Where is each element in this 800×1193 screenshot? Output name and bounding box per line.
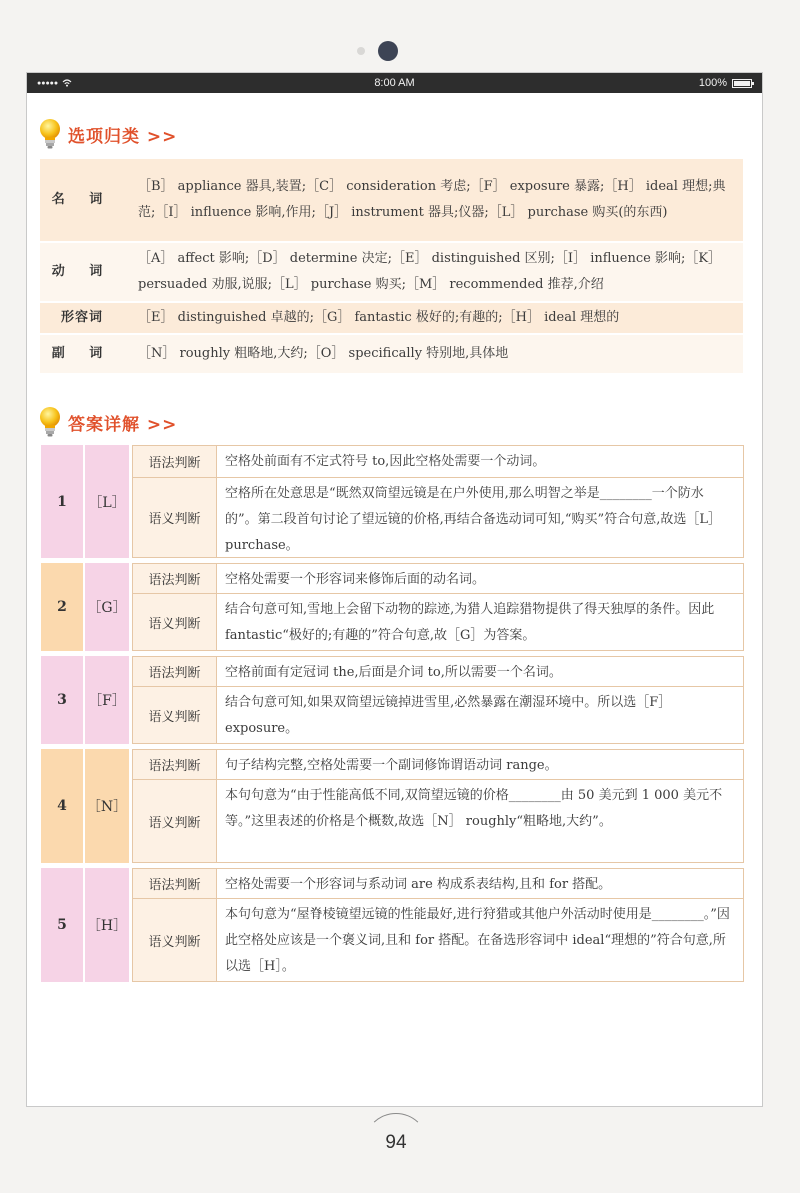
- grammar-row: [132, 445, 744, 478]
- table-row: [40, 335, 743, 375]
- row-content: ［B］ appliance 器具,装置;［C］ consideration 考虑;［F］ exposure 暴露;［H］ ideal 理想;典范;［I］ influence 影响,作用;［J］ instrument 器具;仪器;［L］ purchase 购买(的东西): [138, 179, 726, 220]
- lightbulb-icon: [37, 117, 63, 151]
- answer-item-3: [41, 656, 744, 744]
- status-bar: [27, 73, 762, 93]
- grammar-label: 语法判断: [133, 750, 217, 779]
- answer-item-4: [41, 749, 744, 863]
- answer-number: 5: [41, 868, 83, 982]
- meaning-row: [132, 478, 744, 558]
- meaning-label: 语义判断: [133, 899, 217, 981]
- meaning-row: [132, 594, 744, 651]
- grammar-label: 语法判断: [133, 564, 217, 593]
- grammar-text: 空格前面有定冠词 the,后面是介词 to,所以需要一个名词。: [225, 665, 562, 680]
- answer-item-2: [41, 563, 744, 651]
- meaning-label: 语义判断: [133, 687, 217, 743]
- grammar-row: [132, 563, 744, 594]
- meaning-text: 结合句意可知,雪地上会留下动物的踪迹,为猎人追踪猎物提供了得天独厚的条件。因此 fantastic“极好的;有趣的”符合句意,故［G］为答案。: [225, 602, 715, 643]
- meaning-text: 本句句意为“由于性能高低不同,双筒望远镜的价格________由 50 美元到 1 000 美元不等。”这里表述的价格是个概数,故选［N］ roughly“粗略地,大约”。: [225, 788, 723, 829]
- status-left: [37, 79, 72, 87]
- answer-item-1: [41, 445, 744, 558]
- meaning-row: [132, 899, 744, 982]
- camera-lens: [378, 41, 398, 61]
- row-content: ［A］ affect 影响;［D］ determine 决定;［E］ distinguished 区别;［I］ influence 影响;［K］ persuaded 劝服,说服;［L］ purchase 购买;［M］ recommended 推荐,介绍: [138, 251, 722, 292]
- answer-number: 3: [41, 656, 83, 744]
- meaning-text: 空格所在处意思是“既然双筒望远镜是在户外使用,那么明智之举是________一个防水的”。第二段首句讨论了望远镜的价格,再结合备选动词可知,“购买”符合句意,故选［L］ purchase。: [225, 486, 721, 553]
- meaning-text: 结合句意可知,如果双筒望远镜掉进雪里,必然暴露在潮湿环境中。所以选［F］ exposure。: [225, 695, 672, 736]
- answer-key: ［G］: [83, 563, 129, 651]
- grammar-text: 空格处前面有不定式符号 to,因此空格处需要一个动词。: [225, 454, 546, 469]
- status-time: 8:00 AM: [374, 77, 415, 89]
- meaning-label: 语义判断: [133, 478, 217, 557]
- row-label: 副 词: [51, 346, 113, 361]
- wifi-icon: [62, 79, 72, 87]
- answer-rows: [129, 749, 744, 863]
- battery-percent: 100%: [698, 77, 727, 89]
- row-label: 动 词: [51, 264, 113, 279]
- tablet-screen: [26, 72, 763, 1107]
- status-right: [699, 77, 752, 89]
- grammar-text: 空格处需要一个形容词来修饰后面的动名词。: [225, 572, 486, 587]
- meaning-label: 语义判断: [133, 594, 217, 650]
- row-content: ［E］ distinguished 卓越的;［G］ fantastic 极好的;有趣的;［H］ ideal 理想的: [138, 310, 620, 325]
- answer-key: ［H］: [83, 868, 129, 982]
- meaning-row: [132, 687, 744, 744]
- meaning-text: 本句句意为“屋脊棱镜望远镜的性能最好,进行狩猎或其他户外活动时使用是________。”因此空格处应该是一个褒义词,且和 for 搭配。在备选形容词中 ideal“理想的”符合句意,所以选［H］。: [225, 907, 730, 974]
- options-section-header: [37, 117, 177, 151]
- answers-section-header: [37, 405, 177, 439]
- lightbulb-icon: [37, 405, 63, 439]
- grammar-label: 语法判断: [133, 446, 217, 477]
- meaning-label: 语义判断: [133, 780, 217, 862]
- grammar-row: [132, 656, 744, 687]
- grammar-text: 空格处需要一个形容词与系动词 are 构成系表结构,且和 for 搭配。: [225, 877, 612, 892]
- answer-number: 1: [41, 445, 83, 558]
- answer-rows: [129, 445, 744, 558]
- row-content: ［N］ roughly 粗略地,大约;［O］ specifically 特别地,具体地: [138, 346, 509, 361]
- battery-icon: [732, 79, 752, 88]
- answer-rows: [129, 868, 744, 982]
- battery-fill: [734, 81, 750, 86]
- signal-icon: ●●●●●: [37, 79, 59, 87]
- answer-rows: [129, 656, 744, 744]
- row-label: 名 词: [51, 192, 113, 207]
- camera-sensor: [357, 47, 365, 55]
- answer-key: ［F］: [83, 656, 129, 744]
- options-section-title: 选项归类 >>: [68, 126, 178, 147]
- table-row: [40, 159, 743, 243]
- table-row: [40, 303, 743, 335]
- answer-rows: [129, 563, 744, 651]
- answers-list: [41, 445, 744, 987]
- grammar-text: 句子结构完整,空格处需要一个副词修饰谓语动词 range。: [225, 758, 558, 773]
- row-label: 形容词: [60, 310, 103, 325]
- options-table: [40, 159, 743, 375]
- grammar-row: [132, 868, 744, 899]
- answers-section-title: 答案详解 >>: [68, 414, 178, 435]
- grammar-label: 语法判断: [133, 657, 217, 686]
- answer-item-5: [41, 868, 744, 982]
- grammar-label: 语法判断: [133, 869, 217, 898]
- page-number: 94: [385, 1132, 407, 1153]
- answer-number: 4: [41, 749, 83, 863]
- answer-key: ［N］: [83, 749, 129, 863]
- table-row: [40, 243, 743, 303]
- answer-number: 2: [41, 563, 83, 651]
- meaning-row: [132, 780, 744, 863]
- grammar-row: [132, 749, 744, 780]
- answer-key: ［L］: [83, 445, 129, 558]
